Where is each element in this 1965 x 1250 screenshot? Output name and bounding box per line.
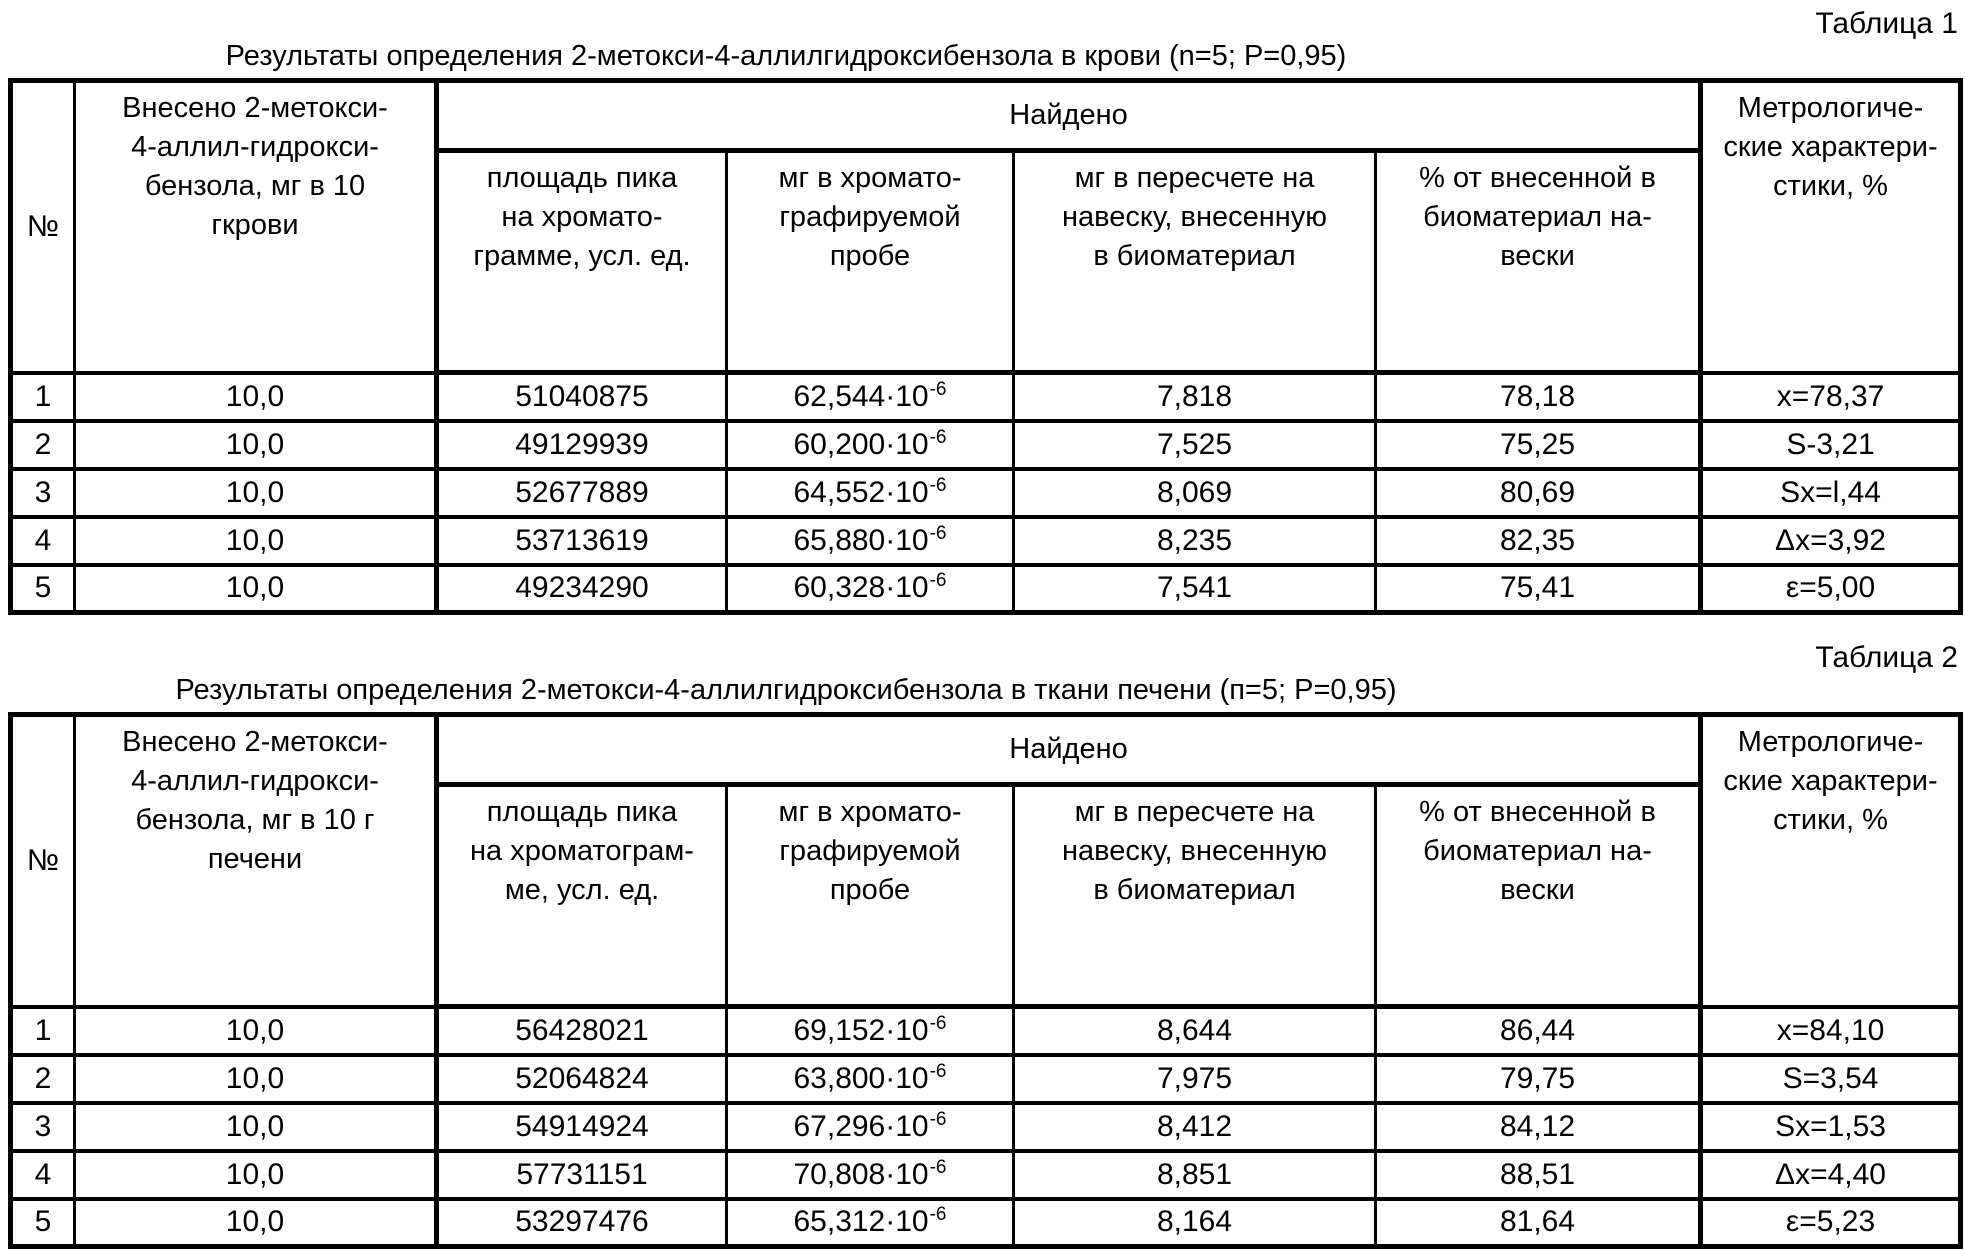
header-line: мг в пересчете на bbox=[1074, 796, 1315, 828]
header-found: Найдено bbox=[437, 81, 1701, 151]
cell-peak-area: 57731151 bbox=[437, 1151, 727, 1199]
cell-mg-recalc: 7,525 bbox=[1014, 421, 1376, 469]
header-mg-recalc bbox=[1014, 785, 1376, 1007]
cell-mg-chromato bbox=[727, 373, 1014, 421]
cell-mg-recalc: 8,069 bbox=[1014, 469, 1376, 517]
header-peak-area bbox=[437, 151, 727, 373]
cell-peak-area: 52064824 bbox=[437, 1055, 727, 1103]
mg-exponent: -6 bbox=[929, 1012, 947, 1034]
header-mg-chromato bbox=[727, 151, 1014, 373]
header-line: мг в хромато- bbox=[778, 162, 962, 194]
mg-value: 60,200·10 bbox=[793, 427, 929, 461]
cell-added: 10,0 bbox=[75, 1199, 437, 1247]
mg-exponent: -6 bbox=[929, 426, 947, 448]
header-line: 4-аллил-гидрокси- bbox=[131, 765, 379, 797]
header-num: № bbox=[11, 715, 75, 1007]
table-row bbox=[11, 1007, 1961, 1055]
header-line: биоматериал на- bbox=[1423, 201, 1652, 233]
table2-caption: Результаты определения 2-метокси-4-аллилгидроксибензола в ткани печени (п=5; Р=0,95) bbox=[175, 674, 1397, 706]
table-row bbox=[11, 1151, 1961, 1199]
cell-percent: 78,18 bbox=[1376, 373, 1701, 421]
header-added bbox=[75, 715, 437, 1007]
cell-added: 10,0 bbox=[75, 1151, 437, 1199]
cell-num: 1 bbox=[11, 1007, 75, 1055]
cell-added: 10,0 bbox=[75, 373, 437, 421]
header-metrology bbox=[1701, 715, 1961, 1007]
cell-peak-area: 56428021 bbox=[437, 1007, 727, 1055]
table-row bbox=[11, 1199, 1961, 1247]
header-line: ские характери- bbox=[1723, 765, 1938, 797]
table2-header-row-top bbox=[11, 715, 1961, 785]
header-line: вески bbox=[1500, 240, 1575, 272]
cell-metrology: x=84,10 bbox=[1701, 1007, 1961, 1055]
header-line: вески bbox=[1500, 874, 1575, 906]
cell-num: 5 bbox=[11, 565, 75, 613]
table1-header-row-top bbox=[11, 81, 1961, 151]
cell-mg-chromato bbox=[727, 1199, 1014, 1247]
cell-percent: 75,25 bbox=[1376, 421, 1701, 469]
header-line: Метрологиче- bbox=[1737, 92, 1924, 124]
header-line: Внесено 2-метокси- bbox=[122, 92, 388, 124]
cell-peak-area: 53297476 bbox=[437, 1199, 727, 1247]
cell-metrology: S-3,21 bbox=[1701, 421, 1961, 469]
cell-metrology: Δx=4,40 bbox=[1701, 1151, 1961, 1199]
header-line: 4-аллил-гидрокси- bbox=[131, 131, 379, 163]
cell-num: 4 bbox=[11, 517, 75, 565]
cell-num: 2 bbox=[11, 421, 75, 469]
cell-metrology: Δx=3,92 bbox=[1701, 517, 1961, 565]
table2 bbox=[8, 712, 1963, 1249]
header-line: % от внесенной в bbox=[1419, 796, 1656, 828]
header-line: стики, % bbox=[1773, 170, 1888, 202]
mg-value: 65,880·10 bbox=[793, 523, 929, 557]
header-mg-chromato bbox=[727, 785, 1014, 1007]
header-line: пробе bbox=[829, 240, 911, 272]
cell-metrology: Sx=1,53 bbox=[1701, 1103, 1961, 1151]
cell-percent: 82,35 bbox=[1376, 517, 1701, 565]
cell-mg-chromato bbox=[727, 469, 1014, 517]
mg-value: 70,808·10 bbox=[793, 1157, 929, 1191]
header-line: навеску, внесенную bbox=[1061, 835, 1328, 867]
mg-exponent: -6 bbox=[929, 570, 947, 592]
cell-num: 3 bbox=[11, 469, 75, 517]
table-row bbox=[11, 469, 1961, 517]
header-line: на хромато- bbox=[501, 201, 663, 233]
header-line: биоматериал на- bbox=[1423, 835, 1652, 867]
header-line: гкрови bbox=[211, 209, 299, 241]
mg-exponent: -6 bbox=[929, 522, 947, 544]
header-line: Метрологиче- bbox=[1737, 726, 1924, 758]
cell-mg-recalc: 7,818 bbox=[1014, 373, 1376, 421]
cell-percent: 81,64 bbox=[1376, 1199, 1701, 1247]
cell-metrology: x=78,37 bbox=[1701, 373, 1961, 421]
cell-num: 5 bbox=[11, 1199, 75, 1247]
table-row bbox=[11, 373, 1961, 421]
header-line: навеску, внесенную bbox=[1061, 201, 1328, 233]
cell-peak-area: 49234290 bbox=[437, 565, 727, 613]
mg-value: 67,296·10 bbox=[793, 1109, 929, 1143]
table1-label: Таблица 1 bbox=[1815, 7, 1958, 40]
table-row bbox=[11, 565, 1961, 613]
header-line: бензола, мг в 10 bbox=[144, 170, 366, 202]
header-line: стики, % bbox=[1773, 804, 1888, 836]
table1 bbox=[8, 78, 1963, 615]
cell-added: 10,0 bbox=[75, 469, 437, 517]
header-line: графируемой bbox=[779, 201, 961, 233]
cell-mg-chromato bbox=[727, 517, 1014, 565]
table-row bbox=[11, 421, 1961, 469]
mg-value: 69,152·10 bbox=[793, 1013, 929, 1047]
cell-added: 10,0 bbox=[75, 565, 437, 613]
cell-metrology: Sx=l,44 bbox=[1701, 469, 1961, 517]
cell-added: 10,0 bbox=[75, 1055, 437, 1103]
cell-percent: 84,12 bbox=[1376, 1103, 1701, 1151]
header-num: № bbox=[11, 81, 75, 373]
header-line: ме, усл. ед. bbox=[504, 874, 660, 906]
cell-num: 1 bbox=[11, 373, 75, 421]
header-metrology bbox=[1701, 81, 1961, 373]
header-line: в биоматериал bbox=[1093, 874, 1296, 906]
header-line: бензола, мг в 10 г bbox=[135, 804, 375, 836]
cell-peak-area: 49129939 bbox=[437, 421, 727, 469]
header-percent bbox=[1376, 785, 1701, 1007]
cell-mg-chromato bbox=[727, 1151, 1014, 1199]
cell-num: 3 bbox=[11, 1103, 75, 1151]
cell-added: 10,0 bbox=[75, 517, 437, 565]
header-line: графируемой bbox=[779, 835, 961, 867]
mg-exponent: -6 bbox=[929, 1108, 947, 1130]
cell-mg-recalc: 8,851 bbox=[1014, 1151, 1376, 1199]
cell-mg-chromato bbox=[727, 1055, 1014, 1103]
header-line: мг в пересчете на bbox=[1074, 162, 1315, 194]
cell-peak-area: 51040875 bbox=[437, 373, 727, 421]
cell-peak-area: 52677889 bbox=[437, 469, 727, 517]
cell-mg-recalc: 8,164 bbox=[1014, 1199, 1376, 1247]
cell-num: 2 bbox=[11, 1055, 75, 1103]
header-line: площадь пика bbox=[486, 796, 678, 828]
mg-value: 62,544·10 bbox=[793, 379, 929, 413]
header-line: мг в хромато- bbox=[778, 796, 962, 828]
cell-percent: 79,75 bbox=[1376, 1055, 1701, 1103]
cell-num: 4 bbox=[11, 1151, 75, 1199]
cell-mg-chromato bbox=[727, 565, 1014, 613]
header-line: площадь пика bbox=[486, 162, 678, 194]
mg-value: 60,328·10 bbox=[793, 571, 929, 605]
cell-mg-recalc: 8,235 bbox=[1014, 517, 1376, 565]
header-added bbox=[75, 81, 437, 373]
cell-peak-area: 54914924 bbox=[437, 1103, 727, 1151]
header-mg-recalc bbox=[1014, 151, 1376, 373]
cell-added: 10,0 bbox=[75, 421, 437, 469]
cell-percent: 75,41 bbox=[1376, 565, 1701, 613]
table-row bbox=[11, 1055, 1961, 1103]
cell-peak-area: 53713619 bbox=[437, 517, 727, 565]
cell-mg-recalc: 7,975 bbox=[1014, 1055, 1376, 1103]
table2-label: Таблица 2 bbox=[1815, 641, 1958, 674]
header-found: Найдено bbox=[437, 715, 1701, 785]
cell-metrology: ε=5,00 bbox=[1701, 565, 1961, 613]
cell-percent: 80,69 bbox=[1376, 469, 1701, 517]
mg-value: 65,312·10 bbox=[793, 1205, 929, 1239]
header-percent bbox=[1376, 151, 1701, 373]
cell-mg-recalc: 8,644 bbox=[1014, 1007, 1376, 1055]
header-peak-area bbox=[437, 785, 727, 1007]
cell-metrology: S=3,54 bbox=[1701, 1055, 1961, 1103]
cell-mg-recalc: 7,541 bbox=[1014, 565, 1376, 613]
mg-exponent: -6 bbox=[929, 1156, 947, 1178]
table-row bbox=[11, 1103, 1961, 1151]
mg-value: 63,800·10 bbox=[793, 1061, 929, 1095]
cell-added: 10,0 bbox=[75, 1007, 437, 1055]
cell-mg-chromato bbox=[727, 1103, 1014, 1151]
header-line: грамме, усл. ед. bbox=[473, 240, 691, 272]
header-line: % от внесенной в bbox=[1419, 162, 1656, 194]
cell-added: 10,0 bbox=[75, 1103, 437, 1151]
header-line: ские характери- bbox=[1723, 131, 1938, 163]
cell-mg-chromato bbox=[727, 1007, 1014, 1055]
cell-metrology: ε=5,23 bbox=[1701, 1199, 1961, 1247]
cell-percent: 88,51 bbox=[1376, 1151, 1701, 1199]
cell-percent: 86,44 bbox=[1376, 1007, 1701, 1055]
mg-exponent: -6 bbox=[929, 1204, 947, 1226]
cell-mg-recalc: 8,412 bbox=[1014, 1103, 1376, 1151]
mg-exponent: -6 bbox=[929, 474, 947, 496]
table-row bbox=[11, 517, 1961, 565]
cell-mg-chromato bbox=[727, 421, 1014, 469]
header-line: на хроматограм- bbox=[470, 835, 694, 867]
header-line: пробе bbox=[829, 874, 911, 906]
header-line: в биоматериал bbox=[1093, 240, 1296, 272]
mg-exponent: -6 bbox=[929, 378, 947, 400]
header-line: Внесено 2-метокси- bbox=[122, 726, 388, 758]
mg-exponent: -6 bbox=[929, 1060, 947, 1082]
header-line: печени bbox=[207, 843, 303, 875]
mg-value: 64,552·10 bbox=[793, 475, 929, 509]
table1-caption: Результаты определения 2-метокси-4-аллилгидроксибензола в крови (n=5; Р=0,95) bbox=[225, 40, 1347, 72]
